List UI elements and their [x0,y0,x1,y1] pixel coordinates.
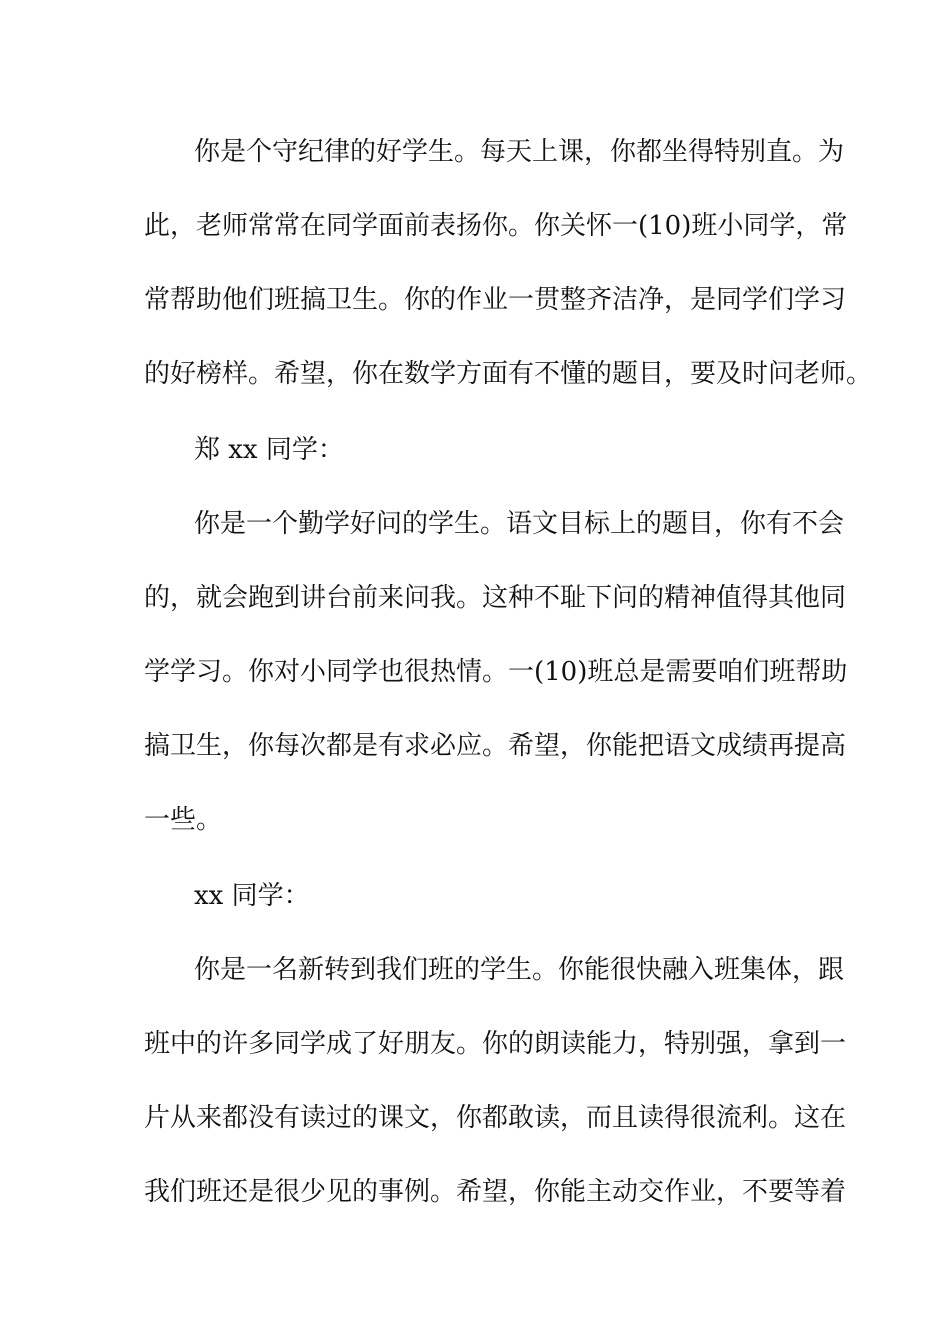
paragraph-3-line-4: 我们班还是很少见的事例。希望，你能主动交作业，不要等着 [144,1177,847,1207]
paragraph-1-line-1: 你是个守纪律的好学生。每天上课，你都坐得特别直。为 [194,137,845,167]
paragraph-1-line-2: 此，老师常常在同学面前表扬你。你关怀一(10)班小同学，常 [144,211,848,241]
paragraph-1-line-4: 的好榜样。希望，你在数学方面有不懂的题目，要及时问老师。 [144,359,873,389]
paragraph-2-line-3: 学学习。你对小同学也很热情。一(10)班总是需要咱们班帮助 [144,657,848,687]
paragraph-3-line-1: 你是一名新转到我们班的学生。你能很快融入班集体，跟 [194,955,845,985]
paragraph-2-line-5: 一些。 [144,805,223,835]
paragraph-3-line-3: 片从来都没有读过的课文，你都敢读，而且读得很流利。这在 [144,1103,847,1133]
paragraph-2-line-1: 你是一个勤学好问的学生。语文目标上的题目，你有不会 [194,509,845,539]
salutation-zheng: 郑 xx 同学： [194,435,344,465]
paragraph-2-line-2: 的，就会跑到讲台前来问我。这种不耻下问的精神值得其他同 [144,583,847,613]
paragraph-2-line-4: 搞卫生，你每次都是有求必应。希望，你能把语文成绩再提高 [144,731,847,761]
salutation-xx: xx 同学： [194,881,310,911]
paragraph-1-line-3: 常帮助他们班搞卫生。你的作业一贯整齐洁净，是同学们学习 [144,285,847,315]
paragraph-3-line-2: 班中的许多同学成了好朋友。你的朗读能力，特别强，拿到一 [144,1029,847,1059]
